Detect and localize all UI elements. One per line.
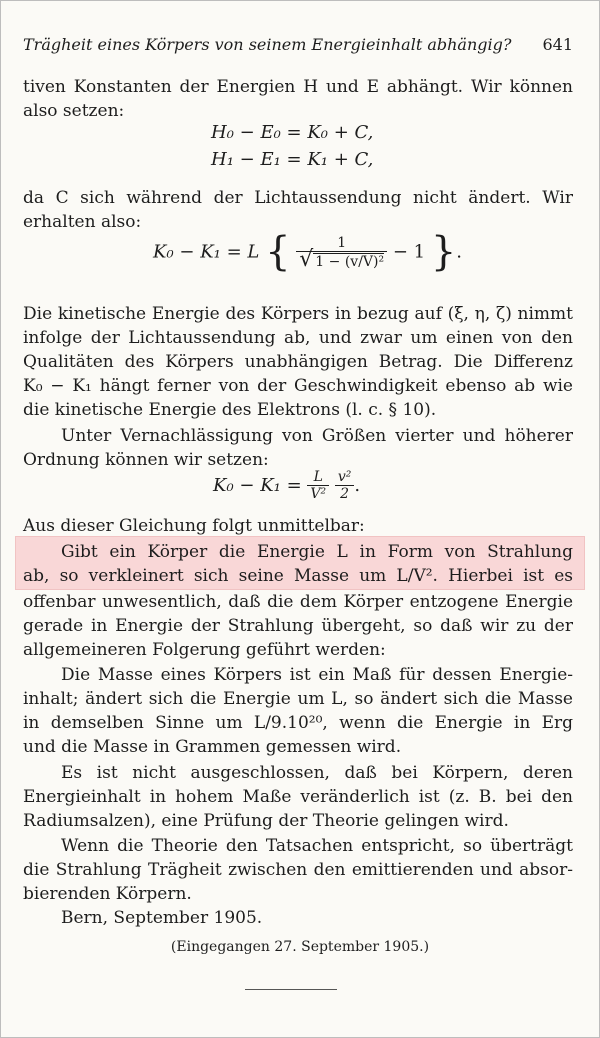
text-line: Unter Vernachlässigung von Größen vierter und höherer [61,426,573,446]
text-line: gerade in Energie der Strahlung übergeht, so daß wir zu der [23,616,573,636]
eq3-frac1-den: V² [310,486,327,502]
eq3-frac1-num: L [307,469,329,486]
equation-2 [153,229,462,293]
text-line: also setzen: [23,101,125,121]
text-line: Energieinhalt in hohem Maße veränderlich ist (z. B. bei den [23,787,573,807]
eq3-lhs: K₀ − K₁ = [213,475,302,496]
page-number: 641 [542,35,573,54]
text-line: Es ist nicht ausgeschlossen, daß bei Körpern, deren [61,763,573,783]
eq2-lhs: K₀ − K₁ = L [153,241,260,263]
text-line: inhalt; ändert sich die Energie um L, so ändert sich die Masse [23,689,573,709]
equation-1b: H₁ − E₁ = K₁ + C, [211,149,374,170]
text-line: offenbar unwesentlich, daß die dem Körper entzogene Energie [23,592,573,612]
running-title: Trägheit eines Körpers von seinem Energieinhalt abhängig? [23,35,512,54]
eq3-period: . [354,475,361,496]
text-line: und die Masse in Grammen gemessen wird. [23,737,402,757]
eq2-fraction [296,235,387,270]
text-line: Radiumsalzen), eine Prüfung der Theorie gelingen wird. [23,811,509,831]
eq2-minus-one: − 1 [392,241,426,263]
eq2-close-brace: } [430,229,457,275]
equation-1a: H₀ − E₀ = K₀ + C, [211,122,374,143]
text-line: da C sich während der Lichtaussendung nicht ändert. Wir [23,188,573,208]
text-line: bierenden Körpern. [23,884,192,904]
received-note: (Eingegangen 27. September 1905.) [170,939,430,955]
text-line: Ordnung können wir setzen: [23,450,269,470]
eq3-fraction-2 [335,469,355,502]
text-line: Qualitäten des Körpers unabhängigen Betrag. Die Differenz [23,352,573,372]
sqrt-sign: √ [299,246,314,272]
highlighted-line: ab, so verkleinert sich seine Masse um L/V². Hierbei ist es [23,566,573,586]
text-line: allgemeineren Folgerung geführt werden: [23,640,386,660]
text-line: die Strahlung Trägheit zwischen den emittierenden und absor- [23,860,573,880]
eq2-denominator [296,246,387,272]
eq2-open-brace: { [265,229,291,275]
text-line: Aus dieser Gleichung folgt unmittelbar: [23,516,365,536]
text-line: Die Masse eines Körpers ist ein Maß für dessen Energie- [61,665,573,685]
text-line: K₀ − K₁ hängt ferner von der Geschwindigkeit ebenso ab wie [23,376,573,396]
text-line: tiven Konstanten der Energien H und E abhängt. Wir können [23,77,573,97]
signoff-place-date: Bern, September 1905. [61,908,263,928]
text-line: in demselben Sinne um L/9.10²⁰, wenn die Energie in Erg [23,713,573,733]
eq2-numerator: 1 [296,235,387,252]
eq3-frac2-den: 2 [340,486,350,502]
eq3-frac2-num: v² [335,469,355,486]
equation-3 [213,469,360,502]
text-line: infolge der Lichtaussendung ab, und zwar um einen von den [23,328,573,348]
text-line: Die kinetische Energie des Körpers in bezug auf (ξ, η, ζ) nimmt [23,304,573,324]
running-header [23,35,573,54]
divider-rule [245,989,337,990]
highlighted-line: Gibt ein Körper die Energie L in Form von Strahlung [61,542,573,562]
eq2-period: . [456,241,463,263]
eq3-fraction-1 [307,469,329,502]
text-line: die kinetische Energie des Elektrons (l. c. § 10). [23,400,437,420]
eq2-radicand: 1 − (v/V)² [315,253,385,270]
text-line: Wenn die Theorie den Tatsachen entspricht, so überträgt [61,836,573,856]
text-line: erhalten also: [23,212,142,232]
